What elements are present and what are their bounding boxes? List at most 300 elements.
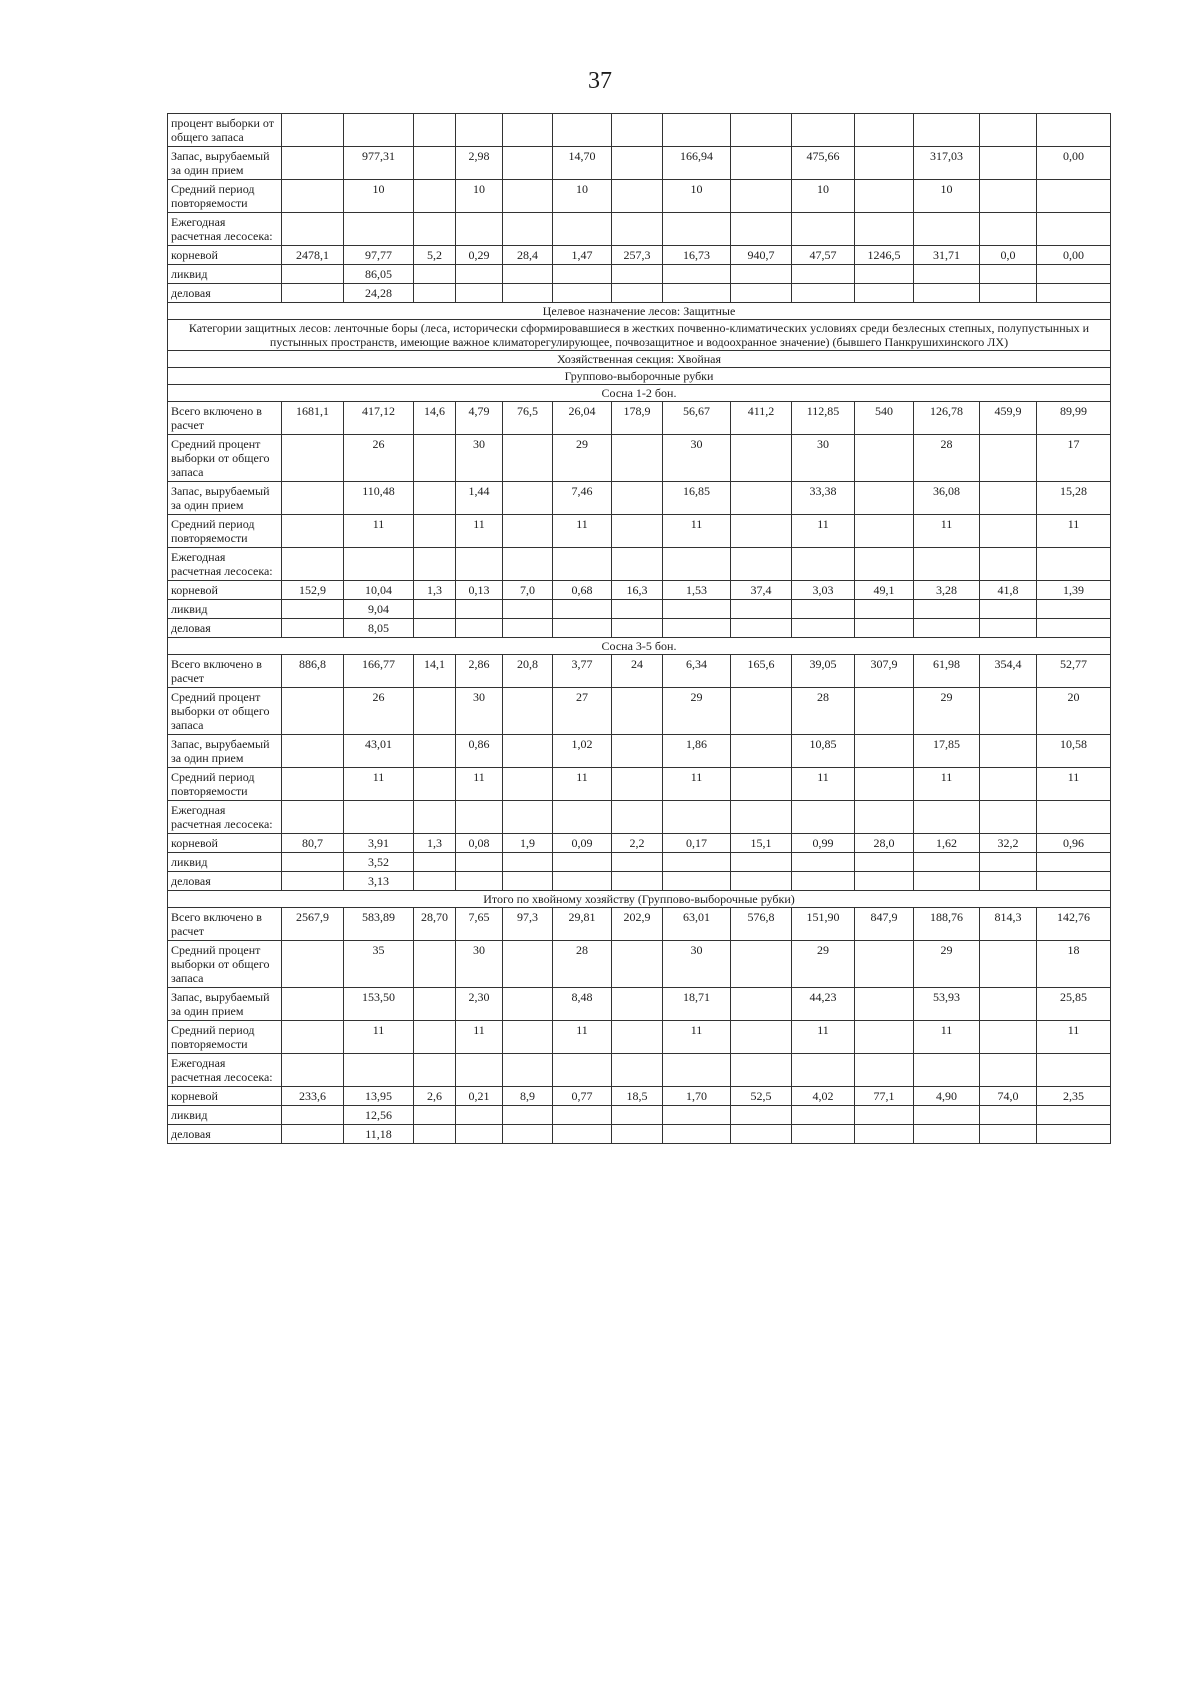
table-cell: [612, 688, 663, 735]
table-cell: 36,08: [914, 482, 980, 515]
table-cell: [612, 600, 663, 619]
table-cell: 7,46: [553, 482, 612, 515]
table-cell: 2,86: [456, 655, 503, 688]
section-header-row: [168, 368, 1111, 385]
table-cell: 0,08: [456, 834, 503, 853]
table-cell: 2478,1: [282, 246, 344, 265]
table-cell: 2,30: [456, 988, 503, 1021]
table-cell: [855, 1021, 914, 1054]
table-row: [168, 600, 1111, 619]
table-cell: 3,28: [914, 581, 980, 600]
table-cell: [282, 988, 344, 1021]
table-cell: [980, 147, 1037, 180]
table-cell: [663, 114, 731, 147]
table-cell: [414, 180, 456, 213]
table-cell: [731, 872, 792, 891]
table-cell: [414, 1106, 456, 1125]
table-cell: [980, 482, 1037, 515]
table-cell: 0,00: [1037, 246, 1111, 265]
table-cell: 814,3: [980, 908, 1037, 941]
table-cell: [282, 114, 344, 147]
table-cell: [553, 114, 612, 147]
row-label: ликвид: [168, 853, 282, 872]
table-cell: 354,4: [980, 655, 1037, 688]
table-cell: [914, 619, 980, 638]
table-cell: 30: [456, 941, 503, 988]
table-cell: [503, 619, 553, 638]
table-cell: 18: [1037, 941, 1111, 988]
table-row: [168, 1087, 1111, 1106]
table-cell: [731, 1125, 792, 1144]
table-cell: [792, 265, 855, 284]
table-cell: [503, 768, 553, 801]
table-cell: [414, 284, 456, 303]
table-cell: [980, 768, 1037, 801]
table-cell: [553, 548, 612, 581]
table-cell: [503, 114, 553, 147]
table-cell: 33,38: [792, 482, 855, 515]
table-row: [168, 853, 1111, 872]
table-cell: 3,13: [344, 872, 414, 891]
table-cell: 49,1: [855, 581, 914, 600]
row-label: Средний процент выборки от общего запаса: [168, 688, 282, 735]
table-cell: [414, 213, 456, 246]
table-cell: [414, 853, 456, 872]
row-label: Ежегодная расчетная лесосека:: [168, 1054, 282, 1087]
table-row: [168, 213, 1111, 246]
section-header-row: [168, 891, 1111, 908]
table-cell: [792, 619, 855, 638]
table-row: [168, 768, 1111, 801]
table-cell: 977,31: [344, 147, 414, 180]
table-cell: [731, 735, 792, 768]
table-cell: [1037, 1125, 1111, 1144]
row-label: ликвид: [168, 265, 282, 284]
table-cell: [503, 853, 553, 872]
table-cell: [282, 801, 344, 834]
table-cell: [980, 265, 1037, 284]
table-cell: 3,52: [344, 853, 414, 872]
table-cell: [980, 114, 1037, 147]
table-cell: 166,94: [663, 147, 731, 180]
row-label: корневой: [168, 834, 282, 853]
table-cell: [980, 1021, 1037, 1054]
row-label: Средний период повторяемости: [168, 768, 282, 801]
row-label: Средний период повторяемости: [168, 180, 282, 213]
table-cell: [1037, 1106, 1111, 1125]
table-cell: [663, 1054, 731, 1087]
table-cell: 8,05: [344, 619, 414, 638]
table-cell: 17,85: [914, 735, 980, 768]
table-cell: [612, 853, 663, 872]
table-cell: [456, 284, 503, 303]
table-cell: 26: [344, 688, 414, 735]
table-cell: 886,8: [282, 655, 344, 688]
table-cell: 0,77: [553, 1087, 612, 1106]
table-cell: 540: [855, 402, 914, 435]
table-cell: 41,8: [980, 581, 1037, 600]
table-cell: [456, 853, 503, 872]
table-cell: [792, 1125, 855, 1144]
table-cell: [612, 768, 663, 801]
table-cell: 0,17: [663, 834, 731, 853]
table-cell: 188,76: [914, 908, 980, 941]
section-header-row: [168, 638, 1111, 655]
table-cell: 11: [553, 1021, 612, 1054]
table-cell: [503, 180, 553, 213]
table-cell: [855, 1106, 914, 1125]
table-cell: 80,7: [282, 834, 344, 853]
table-cell: 32,2: [980, 834, 1037, 853]
table-row: [168, 908, 1111, 941]
table-cell: [980, 284, 1037, 303]
table-cell: 307,9: [855, 655, 914, 688]
table-cell: 11: [344, 1021, 414, 1054]
table-cell: [503, 1125, 553, 1144]
table-cell: [503, 988, 553, 1021]
row-label: корневой: [168, 1087, 282, 1106]
row-label: ликвид: [168, 1106, 282, 1125]
table-cell: [503, 600, 553, 619]
table-cell: [731, 1054, 792, 1087]
table-cell: 20,8: [503, 655, 553, 688]
table-cell: [282, 735, 344, 768]
table-cell: [855, 284, 914, 303]
table-cell: [414, 482, 456, 515]
table-cell: 28,70: [414, 908, 456, 941]
table-cell: [663, 265, 731, 284]
table-cell: 11,18: [344, 1125, 414, 1144]
table-cell: [456, 265, 503, 284]
table-cell: [456, 114, 503, 147]
table-cell: [855, 619, 914, 638]
table-cell: [553, 1106, 612, 1125]
row-label: деловая: [168, 284, 282, 303]
table-cell: 35: [344, 941, 414, 988]
table-cell: 1681,1: [282, 402, 344, 435]
table-row: [168, 1054, 1111, 1087]
table-cell: [612, 265, 663, 284]
table-cell: [980, 1106, 1037, 1125]
table-cell: [503, 941, 553, 988]
table-cell: 151,90: [792, 908, 855, 941]
table-cell: [503, 688, 553, 735]
table-cell: [663, 600, 731, 619]
table-cell: [980, 872, 1037, 891]
table-cell: [855, 988, 914, 1021]
table-cell: 10: [344, 180, 414, 213]
table-cell: 11: [456, 768, 503, 801]
table-cell: [456, 619, 503, 638]
table-cell: [612, 735, 663, 768]
table-cell: [855, 213, 914, 246]
table-cell: 10,58: [1037, 735, 1111, 768]
table-cell: 29: [663, 688, 731, 735]
table-cell: [612, 1106, 663, 1125]
table-cell: [663, 1125, 731, 1144]
table-cell: 11: [456, 1021, 503, 1054]
table-cell: [1037, 180, 1111, 213]
table-cell: [980, 213, 1037, 246]
table-cell: 12,56: [344, 1106, 414, 1125]
table-cell: [1037, 853, 1111, 872]
table-cell: [414, 768, 456, 801]
table-cell: 3,77: [553, 655, 612, 688]
table-cell: 10: [914, 180, 980, 213]
table-cell: [414, 1054, 456, 1087]
purpose-line: Целевое назначение лесов: Защитные: [168, 303, 1111, 320]
table-cell: 52,5: [731, 1087, 792, 1106]
table-cell: [503, 213, 553, 246]
table-cell: [792, 853, 855, 872]
table-cell: [282, 872, 344, 891]
table-cell: 15,28: [1037, 482, 1111, 515]
table-cell: 0,21: [456, 1087, 503, 1106]
table-cell: [1037, 213, 1111, 246]
row-label: Средний процент выборки от общего запаса: [168, 435, 282, 482]
table-cell: [731, 688, 792, 735]
table-cell: [414, 735, 456, 768]
table-cell: 1,86: [663, 735, 731, 768]
table-cell: [855, 1054, 914, 1087]
table-cell: [914, 853, 980, 872]
table-cell: 11: [1037, 515, 1111, 548]
row-label: корневой: [168, 246, 282, 265]
table-cell: 1,47: [553, 246, 612, 265]
table-cell: [612, 801, 663, 834]
row-label: процент выборки от общего запаса: [168, 114, 282, 147]
table-cell: [663, 284, 731, 303]
table-cell: 25,85: [1037, 988, 1111, 1021]
table-cell: [980, 1054, 1037, 1087]
table-cell: [414, 600, 456, 619]
table-row: [168, 1106, 1111, 1125]
table-cell: 29: [792, 941, 855, 988]
table-cell: 16,73: [663, 246, 731, 265]
table-cell: [980, 988, 1037, 1021]
section-title: Сосна 1-2 бон.: [168, 385, 1111, 402]
table-cell: 28: [914, 435, 980, 482]
table-row: [168, 655, 1111, 688]
table-cell: [612, 1021, 663, 1054]
table-cell: 126,78: [914, 402, 980, 435]
table-cell: 1,3: [414, 834, 456, 853]
table-cell: [980, 515, 1037, 548]
table-cell: [503, 1054, 553, 1087]
table-cell: [612, 213, 663, 246]
table-cell: [663, 801, 731, 834]
table-cell: [503, 801, 553, 834]
table-cell: 2567,9: [282, 908, 344, 941]
table-row: [168, 114, 1111, 147]
table-cell: [414, 801, 456, 834]
table-cell: [282, 1125, 344, 1144]
table-cell: 11: [792, 515, 855, 548]
table-cell: [855, 435, 914, 482]
table-cell: [456, 872, 503, 891]
table-row: [168, 1125, 1111, 1144]
table-cell: [282, 515, 344, 548]
table-cell: 29,81: [553, 908, 612, 941]
table-cell: [612, 872, 663, 891]
table-cell: 152,9: [282, 581, 344, 600]
table-cell: 4,90: [914, 1087, 980, 1106]
table-cell: [282, 600, 344, 619]
table-cell: 10: [792, 180, 855, 213]
table-cell: 2,98: [456, 147, 503, 180]
table-row: [168, 515, 1111, 548]
table-cell: [731, 941, 792, 988]
table-cell: 11: [553, 768, 612, 801]
table-row: [168, 402, 1111, 435]
table-cell: 11: [914, 768, 980, 801]
table-cell: 9,04: [344, 600, 414, 619]
table-cell: 1,02: [553, 735, 612, 768]
table-cell: [855, 1125, 914, 1144]
table-cell: 1,3: [414, 581, 456, 600]
section-title: Итого по хвойному хозяйству (Группово-выборочные рубки): [168, 891, 1111, 908]
table-cell: 30: [663, 941, 731, 988]
table-cell: [414, 872, 456, 891]
table-cell: [282, 688, 344, 735]
table-cell: 16,3: [612, 581, 663, 600]
table-cell: 112,85: [792, 402, 855, 435]
table-cell: [612, 515, 663, 548]
table-cell: [282, 180, 344, 213]
table-cell: 14,1: [414, 655, 456, 688]
table-cell: 10: [456, 180, 503, 213]
table-cell: 11: [914, 515, 980, 548]
table-cell: [414, 941, 456, 988]
table-cell: [792, 114, 855, 147]
table-cell: [503, 515, 553, 548]
table-row: [168, 619, 1111, 638]
row-label: Ежегодная расчетная лесосека:: [168, 548, 282, 581]
table-row: [168, 735, 1111, 768]
row-label: Ежегодная расчетная лесосека:: [168, 801, 282, 834]
table-cell: 11: [344, 768, 414, 801]
table-cell: [914, 872, 980, 891]
table-cell: 43,01: [344, 735, 414, 768]
table-cell: [980, 1125, 1037, 1144]
row-label: Средний процент выборки от общего запаса: [168, 941, 282, 988]
table-cell: 6,34: [663, 655, 731, 688]
table-cell: [855, 853, 914, 872]
table-cell: [553, 265, 612, 284]
table-cell: [456, 1054, 503, 1087]
table-cell: [282, 435, 344, 482]
table-cell: 26,04: [553, 402, 612, 435]
table-cell: [1037, 619, 1111, 638]
page-number: 37: [588, 68, 612, 94]
table-cell: [344, 801, 414, 834]
table-cell: [344, 1054, 414, 1087]
table-cell: 28,4: [503, 246, 553, 265]
table-cell: [980, 853, 1037, 872]
table-cell: 1,44: [456, 482, 503, 515]
table-cell: 30: [663, 435, 731, 482]
table-row: [168, 147, 1111, 180]
table-cell: [731, 435, 792, 482]
table-cell: [980, 600, 1037, 619]
row-label: Запас, вырубаемый за один прием: [168, 482, 282, 515]
table-cell: 39,05: [792, 655, 855, 688]
table-cell: [456, 801, 503, 834]
table-row: [168, 581, 1111, 600]
table-cell: [792, 1054, 855, 1087]
table-cell: [503, 284, 553, 303]
table-cell: 11: [663, 768, 731, 801]
table-cell: 4,79: [456, 402, 503, 435]
table-cell: [792, 1106, 855, 1125]
table-cell: [663, 872, 731, 891]
table-cell: [792, 548, 855, 581]
table-cell: 0,86: [456, 735, 503, 768]
table-cell: 0,29: [456, 246, 503, 265]
table-cell: [1037, 114, 1111, 147]
table-cell: [792, 801, 855, 834]
table-cell: [503, 548, 553, 581]
table-cell: 110,48: [344, 482, 414, 515]
table-cell: [612, 482, 663, 515]
table-cell: 178,9: [612, 402, 663, 435]
table-row: [168, 284, 1111, 303]
table-cell: [731, 147, 792, 180]
table-cell: [731, 768, 792, 801]
table-cell: 24: [612, 655, 663, 688]
table-cell: [456, 1106, 503, 1125]
table-row: [168, 435, 1111, 482]
row-label: Запас, вырубаемый за один прием: [168, 735, 282, 768]
table-cell: 18,71: [663, 988, 731, 1021]
table-cell: [553, 1125, 612, 1144]
table-cell: [503, 147, 553, 180]
table-cell: [663, 619, 731, 638]
table-cell: [792, 872, 855, 891]
table-cell: 47,57: [792, 246, 855, 265]
table-cell: [282, 1054, 344, 1087]
table-row: [168, 265, 1111, 284]
row-label: ликвид: [168, 600, 282, 619]
table-cell: [1037, 600, 1111, 619]
table-cell: [612, 147, 663, 180]
table-cell: 1,53: [663, 581, 731, 600]
table-cell: [731, 801, 792, 834]
forest-table: [167, 113, 1111, 1144]
row-label: Всего включено в расчет: [168, 908, 282, 941]
table-cell: 1,9: [503, 834, 553, 853]
table-cell: [414, 265, 456, 284]
table-row: [168, 801, 1111, 834]
table-cell: [503, 735, 553, 768]
table-cell: [855, 768, 914, 801]
table-cell: [612, 619, 663, 638]
table-cell: 63,01: [663, 908, 731, 941]
table-cell: 0,09: [553, 834, 612, 853]
table-cell: [1037, 872, 1111, 891]
section-header-row: [168, 303, 1111, 320]
row-label: корневой: [168, 581, 282, 600]
table-cell: 583,89: [344, 908, 414, 941]
economic-section-line: Хозяйственная секция: Хвойная: [168, 351, 1111, 368]
table-cell: 56,67: [663, 402, 731, 435]
table-cell: [282, 213, 344, 246]
table-cell: 29: [553, 435, 612, 482]
table-cell: [553, 1054, 612, 1087]
table-cell: [914, 114, 980, 147]
table-cell: 0,68: [553, 581, 612, 600]
row-label: Всего включено в расчет: [168, 655, 282, 688]
